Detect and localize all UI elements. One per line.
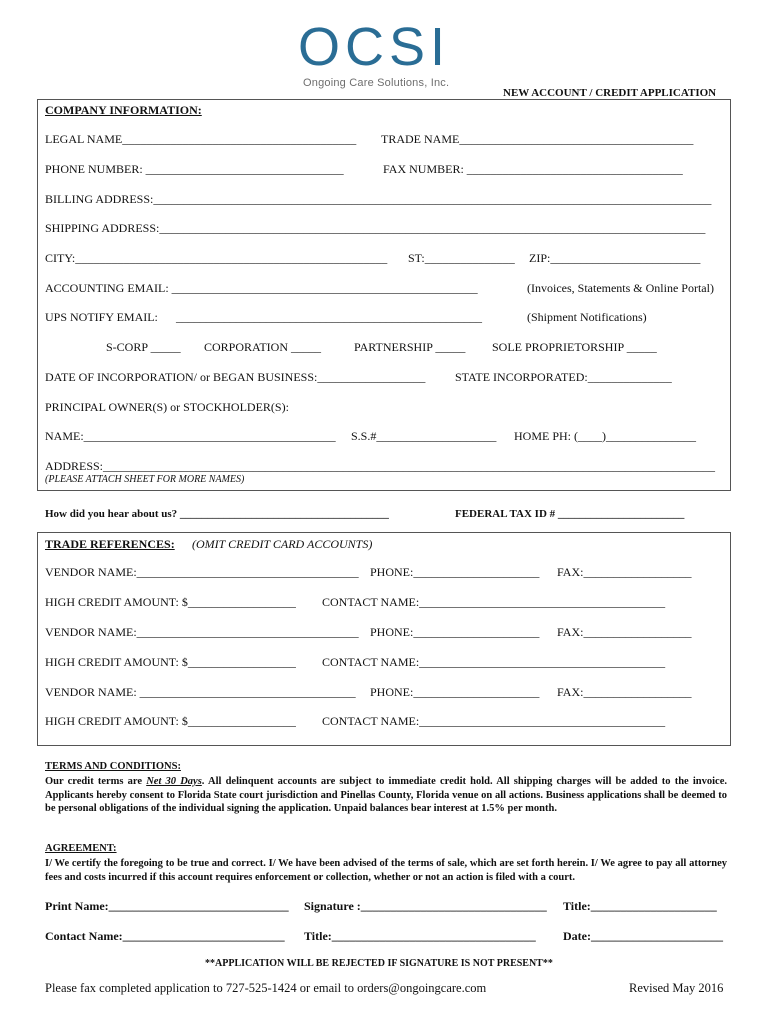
accounting-email-note: (Invoices, Statements & Online Portal) [527,281,714,295]
vendor-phone-field[interactable]: PHONE:_____________________ [370,685,540,699]
net-terms: Net 30 Days [146,776,202,787]
city-field[interactable]: CITY:____________________________________________________ [45,251,388,265]
trade-name-field[interactable]: TRADE NAME_______________________________________ [381,132,694,146]
vendor-fax-field[interactable]: FAX:__________________ [557,565,692,579]
vendor-name-field[interactable]: VENDOR NAME: ____________________________________ [45,685,356,699]
company-logo: OCSI [298,17,451,77]
referral-source-field[interactable]: How did you hear about us? ______________________________________ [45,508,389,520]
agreement-body: I/ We certify the foregoing to be true and correct. I/ We have been advised of the terms of sale, which are set forth herein. I/ We agree to pay all attorney fees and costs incurred if this account requires enforcement or collection, whether or not an action is filed with a court. [45,858,727,883]
vendor-phone-field[interactable]: PHONE:_____________________ [370,625,540,639]
revision-date: Revised May 2016 [629,981,724,995]
state-field[interactable]: ST:_______________ [408,251,515,265]
terms-heading: TERMS AND CONDITIONS: [45,761,181,772]
shipping-address-field[interactable]: SHIPPING ADDRESS:___________________________________________________________________________________________ [45,221,706,235]
terms-body: Our credit terms are Net 30 Days. All delinquent accounts are subject to immediate credit hold. All shipping charges will be added to the invoice. Applicants hereby consent to Florida State court jurisdiction and Pinellas County, Florida venue on all actions. Business applications shall be deemed to be personal obligations of the individual signing the application. Unpaid balances bear interest at 1.5% per month. [45,776,727,814]
vendor-name-field[interactable]: VENDOR NAME:_____________________________________ [45,565,359,579]
federal-tax-id-field[interactable]: FEDERAL TAX ID # _______________________ [455,508,685,520]
accounting-email-field[interactable]: ACCOUNTING EMAIL: ___________________________________________________ [45,281,478,295]
date-incorporation-field[interactable]: DATE OF INCORPORATION/ or BEGAN BUSINESS:__________________ [45,370,426,384]
state-incorporated-field[interactable]: STATE INCORPORATED:______________ [455,370,672,384]
contact-name-field[interactable]: Contact Name:___________________________ [45,929,285,943]
vendor-contact-name-field[interactable]: CONTACT NAME:_________________________________________ [322,655,666,669]
date-field[interactable]: Date:______________________ [563,929,723,943]
vendor-fax-field[interactable]: FAX:__________________ [557,685,692,699]
print-name-field[interactable]: Print Name:______________________________ [45,899,289,913]
owner-name-field[interactable]: NAME:__________________________________________ [45,429,336,443]
fax-instructions: Please fax completed application to 727-525-1424 or email to orders@ongoingcare.com [45,981,487,995]
title-field-2[interactable]: Title:__________________________________ [304,929,536,943]
trade-references-heading: TRADE REFERENCES: [45,537,175,551]
vendor-name-field[interactable]: VENDOR NAME:_____________________________________ [45,625,359,639]
high-credit-amount-field[interactable]: HIGH CREDIT AMOUNT: $__________________ [45,714,296,728]
sole-proprietorship-option[interactable]: SOLE PROPRIETORSHIP _____ [492,340,657,354]
vendor-fax-field[interactable]: FAX:__________________ [557,625,692,639]
ups-email-field[interactable]: ___________________________________________________ [176,310,482,324]
vendor-contact-name-field[interactable]: CONTACT NAME:_________________________________________ [322,714,666,728]
home-phone-field[interactable]: HOME PH: (____)_______________ [514,429,696,443]
legal-name-field[interactable]: LEGAL NAME_______________________________________ [45,132,357,146]
phone-number-field[interactable]: PHONE NUMBER: _________________________________ [45,162,344,176]
zip-field[interactable]: ZIP:_________________________ [529,251,701,265]
corporation-option[interactable]: CORPORATION _____ [204,340,322,354]
ups-email-label: UPS NOTIFY EMAIL: [45,310,158,324]
vendor-phone-field[interactable]: PHONE:_____________________ [370,565,540,579]
vendor-contact-name-field[interactable]: CONTACT NAME:_________________________________________ [322,595,666,609]
owner-address-field[interactable]: ADDRESS:______________________________________________________________________________________________________ [45,459,716,473]
high-credit-amount-field[interactable]: HIGH CREDIT AMOUNT: $__________________ [45,655,296,669]
agreement-heading: AGREEMENT: [45,843,117,854]
signature-required-note: **APPLICATION WILL BE REJECTED IF SIGNATURE IS NOT PRESENT** [205,958,553,969]
title-field-1[interactable]: Title:_____________________ [563,899,717,913]
partnership-option[interactable]: PARTNERSHIP _____ [354,340,466,354]
document-title: NEW ACCOUNT / CREDIT APPLICATION [503,87,717,99]
billing-address-field[interactable]: BILLING ADDRESS:_____________________________________________________________________________________________ [45,192,712,206]
trade-references-note: (OMIT CREDIT CARD ACCOUNTS) [192,537,373,551]
ups-email-note: (Shipment Notifications) [527,310,647,324]
attach-sheet-note: (PLEASE ATTACH SHEET FOR MORE NAMES) [45,474,245,485]
fax-number-field[interactable]: FAX NUMBER: ____________________________________ [383,162,683,176]
signature-field[interactable]: Signature :_______________________________ [304,899,547,913]
company-tagline: Ongoing Care Solutions, Inc. [303,77,450,89]
ss-number-field[interactable]: S.S.#____________________ [351,429,497,443]
scorp-option[interactable]: S-CORP _____ [106,340,181,354]
principal-owners-label: PRINCIPAL OWNER(S) or STOCKHOLDER(S): [45,400,289,414]
company-info-heading: COMPANY INFORMATION: [45,103,202,117]
high-credit-amount-field[interactable]: HIGH CREDIT AMOUNT: $__________________ [45,595,296,609]
